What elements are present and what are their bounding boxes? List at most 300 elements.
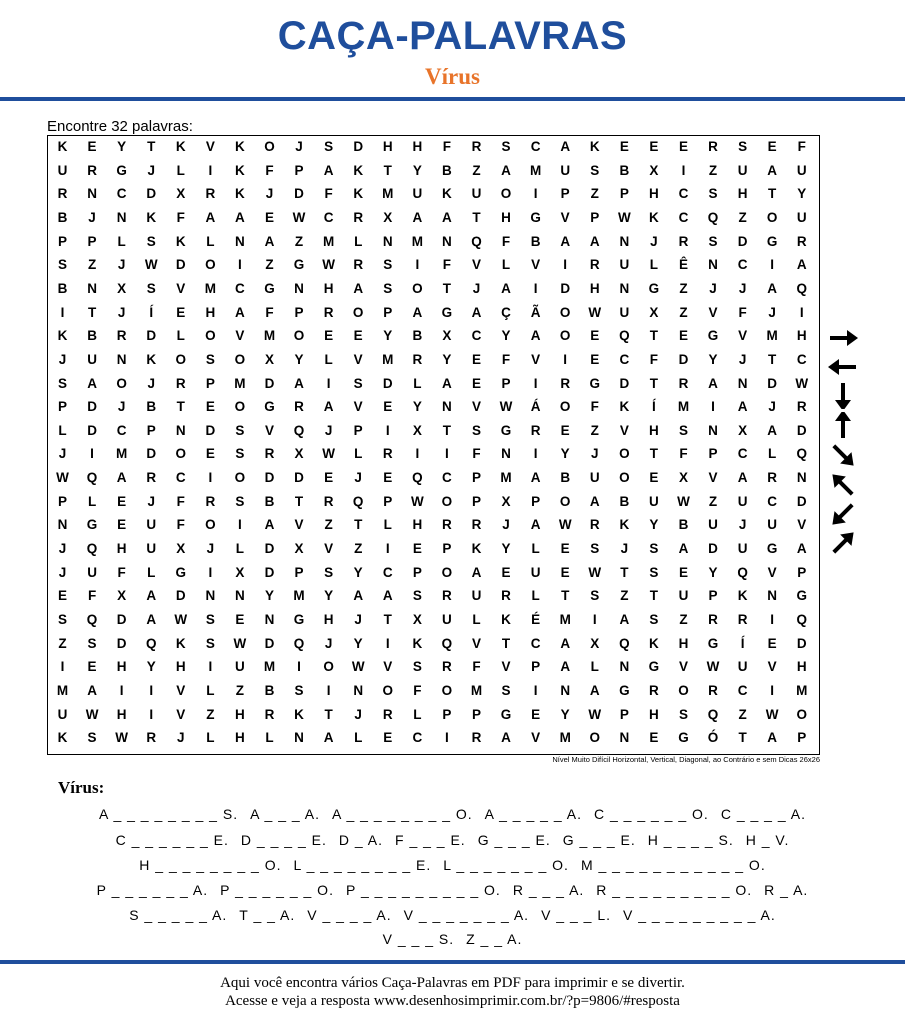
grid-cell[interactable]: D [560,280,571,296]
grid-cell[interactable]: T [383,612,392,627]
grid-cell[interactable]: O [116,375,127,391]
grid-cell[interactable]: C [737,257,748,273]
grid-cell[interactable]: S [678,422,688,438]
grid-cell[interactable]: O [293,328,305,344]
grid-cell[interactable]: V [235,328,245,344]
grid-cell[interactable]: A [589,682,600,698]
grid-cell[interactable]: S [146,233,156,249]
grid-cell[interactable]: N [501,446,511,462]
grid-cell[interactable]: Q [737,564,748,580]
grid-cell[interactable]: I [208,470,213,486]
grid-cell[interactable]: Z [87,257,97,273]
grid-cell[interactable]: S [383,257,393,273]
grid-cell[interactable]: Z [590,422,599,438]
grid-cell[interactable]: P [471,470,481,486]
grid-cell[interactable]: T [324,706,333,722]
grid-cell[interactable]: D [678,351,689,367]
grid-cell[interactable]: U [146,541,157,557]
grid-cell[interactable]: E [117,493,127,509]
grid-cell[interactable]: H [796,328,807,344]
grid-cell[interactable]: R [737,612,748,627]
grid-cell[interactable]: H [323,280,334,296]
grid-cell[interactable]: A [619,612,630,627]
grid-cell[interactable]: S [590,162,600,178]
grid-cell[interactable]: H [175,659,186,675]
grid-cell[interactable]: Y [146,659,156,675]
grid-cell[interactable]: M [677,399,690,415]
grid-cell[interactable]: F [501,351,511,367]
grid-cell[interactable]: T [768,186,777,202]
grid-cell[interactable]: J [354,706,362,722]
grid-cell[interactable]: K [57,139,68,154]
grid-cell[interactable]: Q [619,328,630,344]
grid-cell[interactable]: J [738,351,747,367]
grid-cell[interactable]: Q [796,612,807,627]
grid-cell[interactable]: C [471,328,482,344]
grid-cell[interactable]: K [294,706,304,722]
grid-cell[interactable]: V [264,422,274,438]
grid-cell[interactable]: M [263,659,276,675]
grid-cell[interactable]: X [501,493,511,509]
grid-cell[interactable]: C [116,186,127,202]
grid-cell[interactable]: P [205,375,215,391]
grid-cell[interactable]: D [87,422,97,438]
grid-cell[interactable]: J [324,635,333,651]
grid-cell[interactable]: N [87,280,97,296]
grid-cell[interactable]: I [90,446,94,462]
grid-cell[interactable]: R [57,186,68,202]
grid-cell[interactable]: N [116,209,127,225]
grid-cell[interactable]: V [708,304,718,320]
grid-cell[interactable]: A [501,162,511,178]
grid-cell[interactable]: W [233,635,247,651]
grid-cell[interactable]: Z [235,682,245,698]
grid-cell[interactable]: P [57,233,67,249]
grid-cell[interactable]: I [770,612,775,627]
grid-cell[interactable]: R [412,351,423,367]
grid-cell[interactable]: C [737,446,748,462]
grid-cell[interactable]: Z [265,257,274,273]
grid-cell[interactable]: Y [264,588,274,604]
grid-cell[interactable]: P [294,564,304,580]
grid-cell[interactable]: A [767,280,778,296]
grid-cell[interactable]: H [678,635,689,651]
grid-cell[interactable]: Y [294,351,304,367]
grid-cell[interactable]: D [205,422,216,438]
grid-cell[interactable]: S [412,659,422,675]
grid-cell[interactable]: T [649,446,659,462]
grid-cell[interactable]: V [531,730,541,746]
grid-cell[interactable]: O [619,470,630,486]
grid-cell[interactable]: G [441,304,453,320]
grid-cell[interactable]: S [353,375,363,391]
grid-cell[interactable]: N [796,470,807,486]
grid-cell[interactable]: K [353,186,364,202]
grid-cell[interactable]: H [412,517,423,533]
grid-cell[interactable]: W [85,706,99,722]
grid-cell[interactable]: Y [501,541,511,557]
grid-cell[interactable]: W [115,730,128,746]
grid-cell[interactable]: X [442,328,452,344]
grid-cell[interactable]: Ê [678,257,688,273]
grid-cell[interactable]: S [235,493,245,509]
grid-cell[interactable]: P [560,186,570,202]
grid-cell[interactable]: B [57,280,68,296]
grid-cell[interactable]: I [60,304,65,320]
grid-cell[interactable]: W [588,564,602,580]
grid-cell[interactable]: V [176,682,186,698]
grid-cell[interactable]: E [767,139,777,154]
grid-cell[interactable]: R [442,517,452,533]
grid-cell[interactable]: A [87,682,97,698]
grid-cell[interactable]: S [383,280,393,296]
grid-cell[interactable]: V [471,399,481,415]
grid-cell[interactable]: D [796,493,807,509]
grid-cell[interactable]: F [649,351,659,367]
grid-cell[interactable]: S [412,588,422,604]
grid-cell[interactable]: I [711,399,715,415]
grid-cell[interactable]: R [678,375,689,391]
grid-cell[interactable]: U [796,162,807,178]
grid-cell[interactable]: S [649,564,659,580]
grid-cell[interactable]: H [649,186,659,202]
grid-cell[interactable]: O [234,351,246,367]
grid-cell[interactable]: F [413,682,422,698]
grid-cell[interactable]: O [589,730,600,746]
grid-cell[interactable]: U [796,209,807,225]
grid-cell[interactable]: H [589,280,600,296]
grid-cell[interactable]: I [445,730,449,746]
grid-cell[interactable]: D [264,635,275,651]
grid-cell[interactable]: I [60,659,65,675]
grid-cell[interactable]: Q [352,493,364,509]
grid-cell[interactable]: A [323,730,334,746]
grid-cell[interactable]: A [412,304,423,320]
grid-cell[interactable]: A [737,470,748,486]
grid-cell[interactable]: Z [679,612,688,627]
grid-cell[interactable]: L [413,375,422,391]
grid-cell[interactable]: Q [86,612,98,627]
grid-cell[interactable]: W [144,257,158,273]
grid-cell[interactable]: X [117,280,127,296]
grid-cell[interactable]: V [471,257,481,273]
grid-cell[interactable]: S [738,139,748,154]
grid-cell[interactable]: N [235,233,245,249]
grid-cell[interactable]: L [531,588,540,604]
grid-cell[interactable]: D [264,541,275,557]
grid-cell[interactable]: É [531,612,541,627]
grid-cell[interactable]: M [293,588,305,604]
grid-cell[interactable]: I [238,517,242,533]
grid-cell[interactable]: G [530,209,541,225]
grid-cell[interactable]: E [324,470,334,486]
grid-cell[interactable]: S [57,612,67,627]
grid-cell[interactable]: S [205,635,215,651]
grid-cell[interactable]: D [264,375,275,391]
grid-cell[interactable]: M [529,162,542,178]
grid-cell[interactable]: P [531,659,541,675]
grid-cell[interactable]: A [560,139,571,154]
grid-cell[interactable]: R [146,730,157,746]
grid-cell[interactable]: U [560,162,571,178]
grid-cell[interactable]: U [737,162,748,178]
grid-cell[interactable]: R [708,682,718,698]
grid-cell[interactable]: V [678,659,688,675]
grid-cell[interactable]: C [116,422,127,438]
grid-cell[interactable]: D [264,470,275,486]
grid-cell[interactable]: V [738,328,748,344]
grid-cell[interactable]: L [590,659,599,675]
grid-cell[interactable]: I [533,280,538,296]
grid-cell[interactable]: Q [707,209,719,225]
grid-cell[interactable]: S [678,706,688,722]
grid-cell[interactable]: T [649,328,659,344]
grid-cell[interactable]: C [530,635,541,651]
grid-cell[interactable]: E [57,588,67,604]
grid-cell[interactable]: K [175,139,186,154]
grid-cell[interactable]: Q [86,541,98,557]
grid-cell[interactable]: G [796,588,807,604]
grid-cell[interactable]: W [706,659,720,675]
grid-cell[interactable]: Z [324,517,333,533]
grid-cell[interactable]: F [324,186,333,202]
grid-cell[interactable]: G [86,517,98,533]
grid-cell[interactable]: I [533,375,538,391]
grid-cell[interactable]: T [620,564,629,580]
grid-cell[interactable]: P [708,446,718,462]
grid-cell[interactable]: A [323,399,334,415]
grid-cell[interactable]: A [796,541,807,557]
grid-cell[interactable]: O [766,209,778,225]
grid-cell[interactable]: Y [353,564,363,580]
grid-cell[interactable]: D [116,612,127,627]
grid-cell[interactable]: T [649,588,659,604]
grid-cell[interactable]: M [116,446,128,462]
grid-cell[interactable]: V [324,541,334,557]
grid-cell[interactable]: O [559,328,571,344]
grid-cell[interactable]: K [501,612,511,627]
grid-cell[interactable]: H [323,612,334,627]
grid-cell[interactable]: X [117,588,127,604]
grid-cell[interactable]: M [382,351,394,367]
grid-cell[interactable]: B [412,328,423,344]
grid-cell[interactable]: K [589,139,600,154]
grid-cell[interactable]: U [87,564,97,580]
grid-cell[interactable]: A [382,588,393,604]
grid-cell[interactable]: P [501,375,511,391]
grid-cell[interactable]: J [58,446,67,462]
grid-cell[interactable]: U [737,541,748,557]
grid-cell[interactable]: I [149,682,154,698]
grid-cell[interactable]: A [589,233,600,249]
grid-cell[interactable]: C [678,209,689,225]
grid-cell[interactable]: T [147,139,156,154]
grid-cell[interactable]: X [294,541,304,557]
grid-cell[interactable]: I [445,446,449,462]
grid-cell[interactable]: P [619,706,629,722]
grid-cell[interactable]: F [265,162,274,178]
grid-cell[interactable]: V [383,659,393,675]
grid-cell[interactable]: S [501,682,511,698]
grid-cell[interactable]: E [176,304,186,320]
grid-cell[interactable]: B [560,470,571,486]
grid-cell[interactable]: J [147,162,155,178]
grid-cell[interactable]: N [294,280,304,296]
grid-cell[interactable]: G [589,375,600,391]
grid-cell[interactable]: B [146,399,157,415]
grid-cell[interactable]: J [117,399,126,415]
grid-cell[interactable]: W [174,612,188,627]
grid-cell[interactable]: E [767,635,777,651]
grid-cell[interactable]: U [767,517,778,533]
grid-cell[interactable]: Ç [501,304,511,320]
grid-cell[interactable]: Y [412,162,422,178]
grid-cell[interactable]: J [117,257,126,273]
grid-cell[interactable]: I [563,257,568,273]
grid-cell[interactable]: G [500,422,512,438]
grid-cell[interactable]: P [590,209,600,225]
grid-cell[interactable]: E [87,659,97,675]
grid-cell[interactable]: S [501,139,511,154]
grid-cell[interactable]: Q [796,280,807,296]
grid-cell[interactable]: R [796,233,807,249]
grid-cell[interactable]: L [206,233,215,249]
grid-cell[interactable]: T [354,517,363,533]
grid-cell[interactable]: O [205,257,216,273]
grid-cell[interactable]: V [501,659,511,675]
grid-cell[interactable]: T [472,209,481,225]
grid-cell[interactable]: O [559,304,571,320]
grid-cell[interactable]: N [737,375,748,391]
grid-cell[interactable]: Y [560,706,570,722]
grid-cell[interactable]: A [264,517,275,533]
grid-cell[interactable]: L [472,612,481,627]
grid-cell[interactable]: I [326,375,331,391]
grid-cell[interactable]: M [204,280,216,296]
grid-cell[interactable]: R [678,233,689,249]
grid-cell[interactable]: X [678,470,688,486]
grid-cell[interactable]: L [531,541,540,557]
grid-cell[interactable]: J [738,517,747,533]
grid-cell[interactable]: D [87,399,97,415]
grid-cell[interactable]: Q [441,635,453,651]
grid-cell[interactable]: M [559,612,571,627]
grid-cell[interactable]: P [442,541,452,557]
grid-cell[interactable]: E [205,446,215,462]
grid-cell[interactable]: Z [738,706,747,722]
grid-cell[interactable]: R [323,493,334,509]
grid-cell[interactable]: Q [707,706,719,722]
grid-cell[interactable]: A [353,588,364,604]
grid-cell[interactable]: W [677,493,690,509]
grid-cell[interactable]: D [708,541,718,557]
grid-cell[interactable]: N [619,280,630,296]
grid-cell[interactable]: Q [619,635,630,651]
grid-cell[interactable]: B [619,162,630,178]
grid-cell[interactable]: B [442,162,452,178]
grid-cell[interactable]: E [383,730,393,746]
grid-cell[interactable]: Q [796,446,807,462]
grid-cell[interactable]: R [205,186,216,202]
grid-cell[interactable]: K [649,209,659,225]
grid-cell[interactable]: R [471,517,482,533]
grid-cell[interactable]: H [737,186,748,202]
grid-cell[interactable]: A [412,209,423,225]
grid-cell[interactable]: W [617,209,631,225]
grid-cell[interactable]: G [500,706,512,722]
grid-cell[interactable]: D [353,139,364,154]
grid-cell[interactable]: P [294,304,304,320]
grid-cell[interactable]: O [559,399,571,415]
grid-cell[interactable]: U [619,257,630,273]
grid-cell[interactable]: R [353,257,364,273]
grid-cell[interactable]: J [265,186,274,202]
grid-cell[interactable]: O [678,682,689,698]
grid-cell[interactable]: X [412,422,422,438]
grid-cell[interactable]: G [175,564,187,580]
grid-cell[interactable]: L [324,351,333,367]
grid-cell[interactable]: F [590,399,599,415]
grid-cell[interactable]: H [649,706,659,722]
grid-cell[interactable]: P [708,588,718,604]
grid-cell[interactable]: G [619,682,630,698]
grid-cell[interactable]: A [146,612,157,627]
grid-cell[interactable]: D [737,233,748,249]
grid-cell[interactable]: S [649,612,659,627]
grid-cell[interactable]: R [442,588,452,604]
grid-cell[interactable]: N [708,422,718,438]
grid-cell[interactable]: L [354,730,363,746]
grid-cell[interactable]: D [294,186,304,202]
grid-cell[interactable]: U [737,659,748,675]
grid-cell[interactable]: V [619,422,629,438]
grid-cell[interactable]: Í [149,304,154,320]
grid-cell[interactable]: H [412,139,423,154]
grid-cell[interactable]: F [176,209,185,225]
grid-cell[interactable]: I [533,446,538,462]
grid-cell[interactable]: M [500,470,512,486]
grid-cell[interactable]: Q [412,470,423,486]
grid-cell[interactable]: N [442,399,452,415]
grid-cell[interactable]: S [590,588,600,604]
grid-cell[interactable]: I [681,162,686,178]
grid-cell[interactable]: Y [501,328,511,344]
grid-cell[interactable]: E [560,422,570,438]
grid-cell[interactable]: Y [353,635,363,651]
grid-cell[interactable]: G [264,399,275,415]
grid-cell[interactable]: K [649,635,659,651]
grid-cell[interactable]: Y [708,351,718,367]
grid-cell[interactable]: L [501,257,511,273]
grid-cell[interactable]: U [589,470,600,486]
grid-cell[interactable]: J [709,280,717,296]
grid-cell[interactable]: M [559,730,571,746]
grid-cell[interactable]: D [146,328,157,344]
grid-cell[interactable]: D [796,422,807,438]
grid-cell[interactable]: A [737,399,748,415]
grid-cell[interactable]: A [235,304,245,320]
grid-cell[interactable]: A [442,375,452,391]
grid-cell[interactable]: P [87,233,97,249]
grid-cell[interactable]: N [560,682,571,698]
grid-cell[interactable]: L [58,422,67,438]
grid-cell[interactable]: J [295,139,303,154]
grid-cell[interactable]: T [442,422,452,438]
grid-cell[interactable]: X [235,564,245,580]
grid-cell[interactable]: E [619,139,629,154]
grid-cell[interactable]: T [501,635,511,651]
grid-cell[interactable]: U [87,351,97,367]
